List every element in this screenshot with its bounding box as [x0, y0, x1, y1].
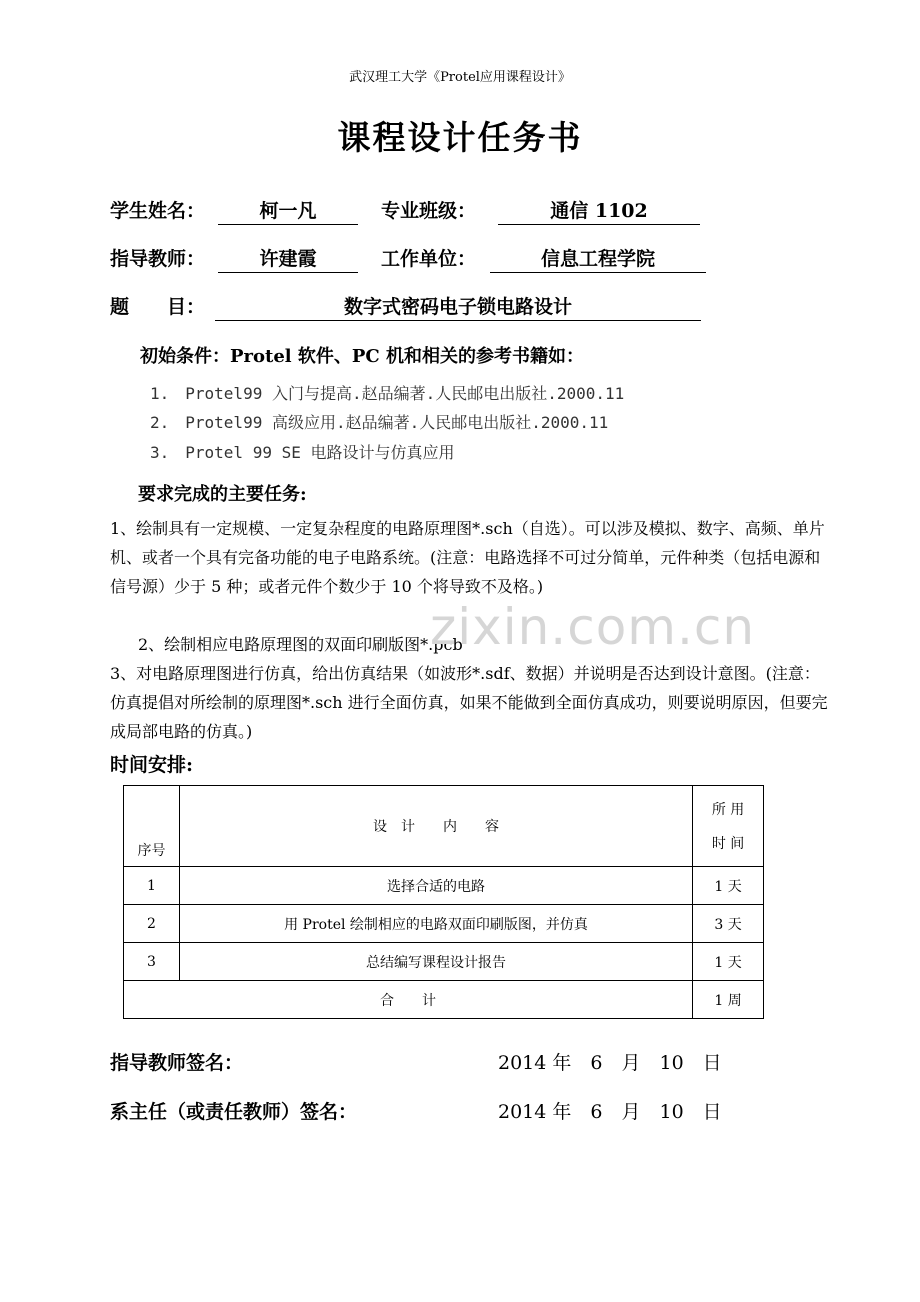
teacher-value: 许建霞	[218, 244, 358, 273]
reference-item: 3. Protel 99 SE 电路设计与仿真应用	[150, 443, 455, 462]
watermark: zixin.com.cn	[430, 598, 756, 656]
row-time: 1 天	[693, 943, 764, 981]
row-number: 2	[124, 905, 180, 943]
column-header-time	[693, 786, 764, 867]
table-total-row	[124, 981, 764, 1019]
total-value: 1 周	[693, 981, 764, 1019]
table-row	[124, 943, 764, 981]
column-header-time-line1: 所 用	[711, 802, 745, 818]
table-row	[124, 905, 764, 943]
column-header-content: 设 计 内 容	[179, 786, 692, 867]
teacher-label: 指导教师：	[110, 248, 206, 270]
column-header-number: 序号	[124, 786, 180, 867]
table-header-row	[124, 786, 764, 867]
reference-item: 1. Protel99 入门与提高.赵品编著.人民邮电出版社.2000.11	[150, 384, 625, 403]
row-content: 总结编写课程设计报告	[179, 943, 692, 981]
director-signature-label: 系主任（或责任教师）签名：	[110, 1101, 358, 1123]
total-label: 合 计	[124, 981, 693, 1019]
row-content: 选择合适的电路	[179, 867, 692, 905]
director-signature-date: 2014 年 6 月 10 日	[498, 1101, 722, 1123]
schedule-heading: 时间安排:	[110, 754, 194, 776]
tasks-heading: 要求完成的主要任务:	[138, 484, 307, 505]
student-name-label: 学生姓名：	[110, 200, 206, 222]
task-item-1: 1、绘制具有一定规模、一定复杂程度的电路原理图*.sch（自选）。可以涉及模拟、数字、高频、单片机、或者一个具有完备功能的电子电路系统。(注意：电路选择不可过分简单，元件种类（包括电源和信号源）少于 5 种；或者元件个数少于 10 个将导致不及格。)	[110, 519, 825, 596]
page-header: 武汉理工大学《Protel应用课程设计》	[349, 70, 571, 85]
major-class-label: 专业班级：	[381, 200, 477, 222]
row-content: 用 Protel 绘制相应的电路双面印刷版图，并仿真	[179, 905, 692, 943]
document-title: 课程设计任务书	[337, 118, 583, 157]
work-unit-value: 信息工程学院	[490, 244, 706, 273]
row-number: 3	[124, 943, 180, 981]
teacher-signature-date: 2014 年 6 月 10 日	[498, 1052, 722, 1074]
topic-value: 数字式密码电子锁电路设计	[215, 292, 701, 321]
initial-conditions-heading: 初始条件：Protel 软件、PC 机和相关的参考书籍如：	[140, 346, 585, 367]
topic-label: 题 目：	[110, 296, 206, 318]
column-header-time-line2: 时 间	[711, 836, 745, 852]
row-time: 1 天	[693, 867, 764, 905]
row-number: 1	[124, 867, 180, 905]
work-unit-label: 工作单位：	[381, 248, 477, 270]
student-name-value: 柯一凡	[218, 196, 358, 225]
table-row	[124, 867, 764, 905]
row-time: 3 天	[693, 905, 764, 943]
teacher-signature-label: 指导教师签名：	[110, 1052, 244, 1074]
major-class-value: 通信 1102	[498, 196, 700, 225]
task-item-2: 2、绘制相应电路原理图的双面印刷版图*.pcb	[138, 635, 463, 654]
task-item-3: 3、对电路原理图进行仿真，给出仿真结果（如波形*.sdf、数据）并说明是否达到设计意图。(注意：仿真提倡对所绘制的原理图*.sch 进行全面仿真，如果不能做到全面仿真成功，则要说明原因，但要完成局部电路的仿真。)	[110, 664, 828, 741]
reference-item: 2. Protel99 高级应用.赵品编著.人民邮电出版社.2000.11	[150, 413, 609, 432]
schedule-table	[123, 785, 764, 1019]
